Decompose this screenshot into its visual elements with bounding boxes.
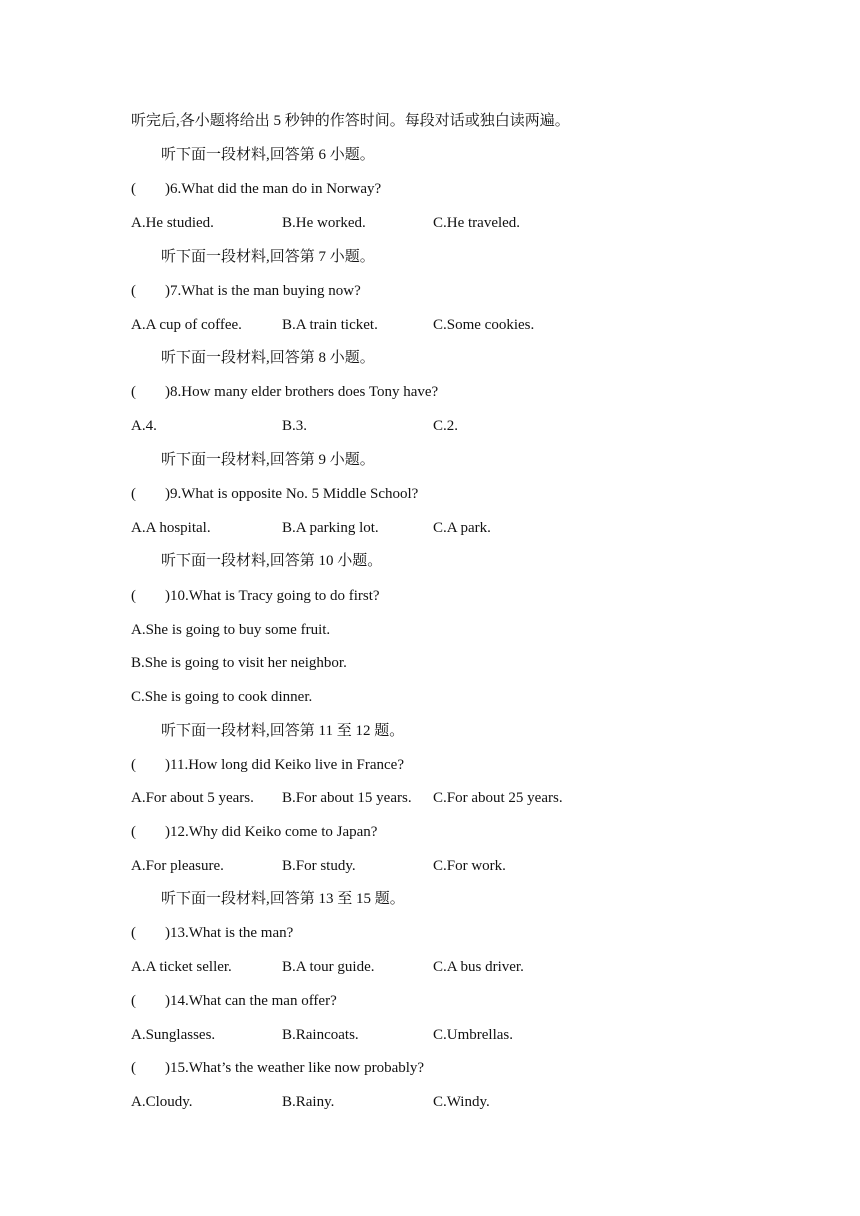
option-c: C.He traveled.	[433, 215, 521, 231]
question-6	[131, 180, 381, 198]
option-c: C.A bus driver.	[433, 959, 524, 975]
question-11	[131, 756, 404, 774]
question-7	[131, 282, 361, 300]
instruction-q6: 听下面一段材料,回答第 6 小题。	[161, 147, 375, 163]
answer-blank: (	[131, 181, 136, 197]
option-c: C.For work.	[433, 858, 506, 874]
question-text: )8.How many elder brothers does Tony have?	[165, 384, 439, 400]
option-b: B.3.	[282, 418, 308, 434]
option-a: A.A hospital.	[131, 520, 211, 536]
question-text: )11.How long did Keiko live in France?	[165, 757, 404, 773]
answer-blank: (	[131, 1060, 136, 1076]
option-b: B.For about 15 years.	[282, 790, 412, 806]
option-c: C.She is going to cook dinner.	[131, 689, 313, 705]
answer-blank: (	[131, 993, 136, 1009]
instruction-q10: 听下面一段材料,回答第 10 小题。	[161, 553, 383, 569]
option-a: A.He studied.	[131, 215, 214, 231]
option-a: A.A cup of coffee.	[131, 317, 242, 333]
answer-blank: (	[131, 384, 136, 400]
option-c: C.Some cookies.	[433, 317, 535, 333]
option-b: B.A tour guide.	[282, 959, 375, 975]
option-c: C.A park.	[433, 520, 491, 536]
option-c: C.Windy.	[433, 1094, 490, 1110]
option-a: A.She is going to buy some fruit.	[131, 622, 331, 638]
question-text: )12.Why did Keiko come to Japan?	[165, 824, 378, 840]
option-a: A.4.	[131, 418, 157, 434]
answer-blank: (	[131, 757, 136, 773]
option-a: A.Sunglasses.	[131, 1027, 216, 1043]
instruction-q8: 听下面一段材料,回答第 8 小题。	[161, 350, 375, 366]
answer-blank: (	[131, 283, 136, 299]
question-8	[131, 383, 438, 401]
option-a: A.Cloudy.	[131, 1094, 193, 1110]
question-12	[131, 823, 377, 841]
question-text: )7.What is the man buying now?	[165, 283, 361, 299]
option-a: A.A ticket seller.	[131, 959, 232, 975]
option-c: C.Umbrellas.	[433, 1027, 513, 1043]
option-b: B.A train ticket.	[282, 317, 378, 333]
question-14	[131, 992, 337, 1010]
question-9	[131, 485, 418, 503]
instruction-q11-12: 听下面一段材料,回答第 11 至 12 题。	[161, 723, 405, 739]
instruction-q13-15: 听下面一段材料,回答第 13 至 15 题。	[161, 891, 405, 907]
instruction-q7: 听下面一段材料,回答第 7 小题。	[161, 249, 375, 265]
question-text: )15.What’s the weather like now probably?	[165, 1060, 425, 1076]
option-a: A.For about 5 years.	[131, 790, 254, 806]
question-text: )14.What can the man offer?	[165, 993, 337, 1009]
option-c: C.2.	[433, 418, 459, 434]
instruction-q9: 听下面一段材料,回答第 9 小题。	[161, 452, 375, 468]
question-10	[131, 587, 380, 605]
answer-blank: (	[131, 588, 136, 604]
answer-blank: (	[131, 925, 136, 941]
option-a: A.For pleasure.	[131, 858, 224, 874]
question-text: )6.What did the man do in Norway?	[165, 181, 382, 197]
question-text: )13.What is the man?	[165, 925, 294, 941]
option-c: C.For about 25 years.	[433, 790, 563, 806]
question-15	[131, 1059, 424, 1077]
option-b: B.He worked.	[282, 215, 366, 231]
option-b: B.Rainy.	[282, 1094, 335, 1110]
question-text: )9.What is opposite No. 5 Middle School?	[165, 486, 419, 502]
answer-blank: (	[131, 824, 136, 840]
option-b: B.She is going to visit her neighbor.	[131, 655, 347, 671]
answer-blank: (	[131, 486, 136, 502]
question-text: )10.What is Tracy going to do first?	[165, 588, 380, 604]
intro-line: 听完后,各小题将给出 5 秒钟的作答时间。每段对话或独白读两遍。	[131, 113, 570, 129]
option-b: B.For study.	[282, 858, 356, 874]
option-b: B.Raincoats.	[282, 1027, 359, 1043]
option-b: B.A parking lot.	[282, 520, 379, 536]
question-13	[131, 924, 293, 942]
